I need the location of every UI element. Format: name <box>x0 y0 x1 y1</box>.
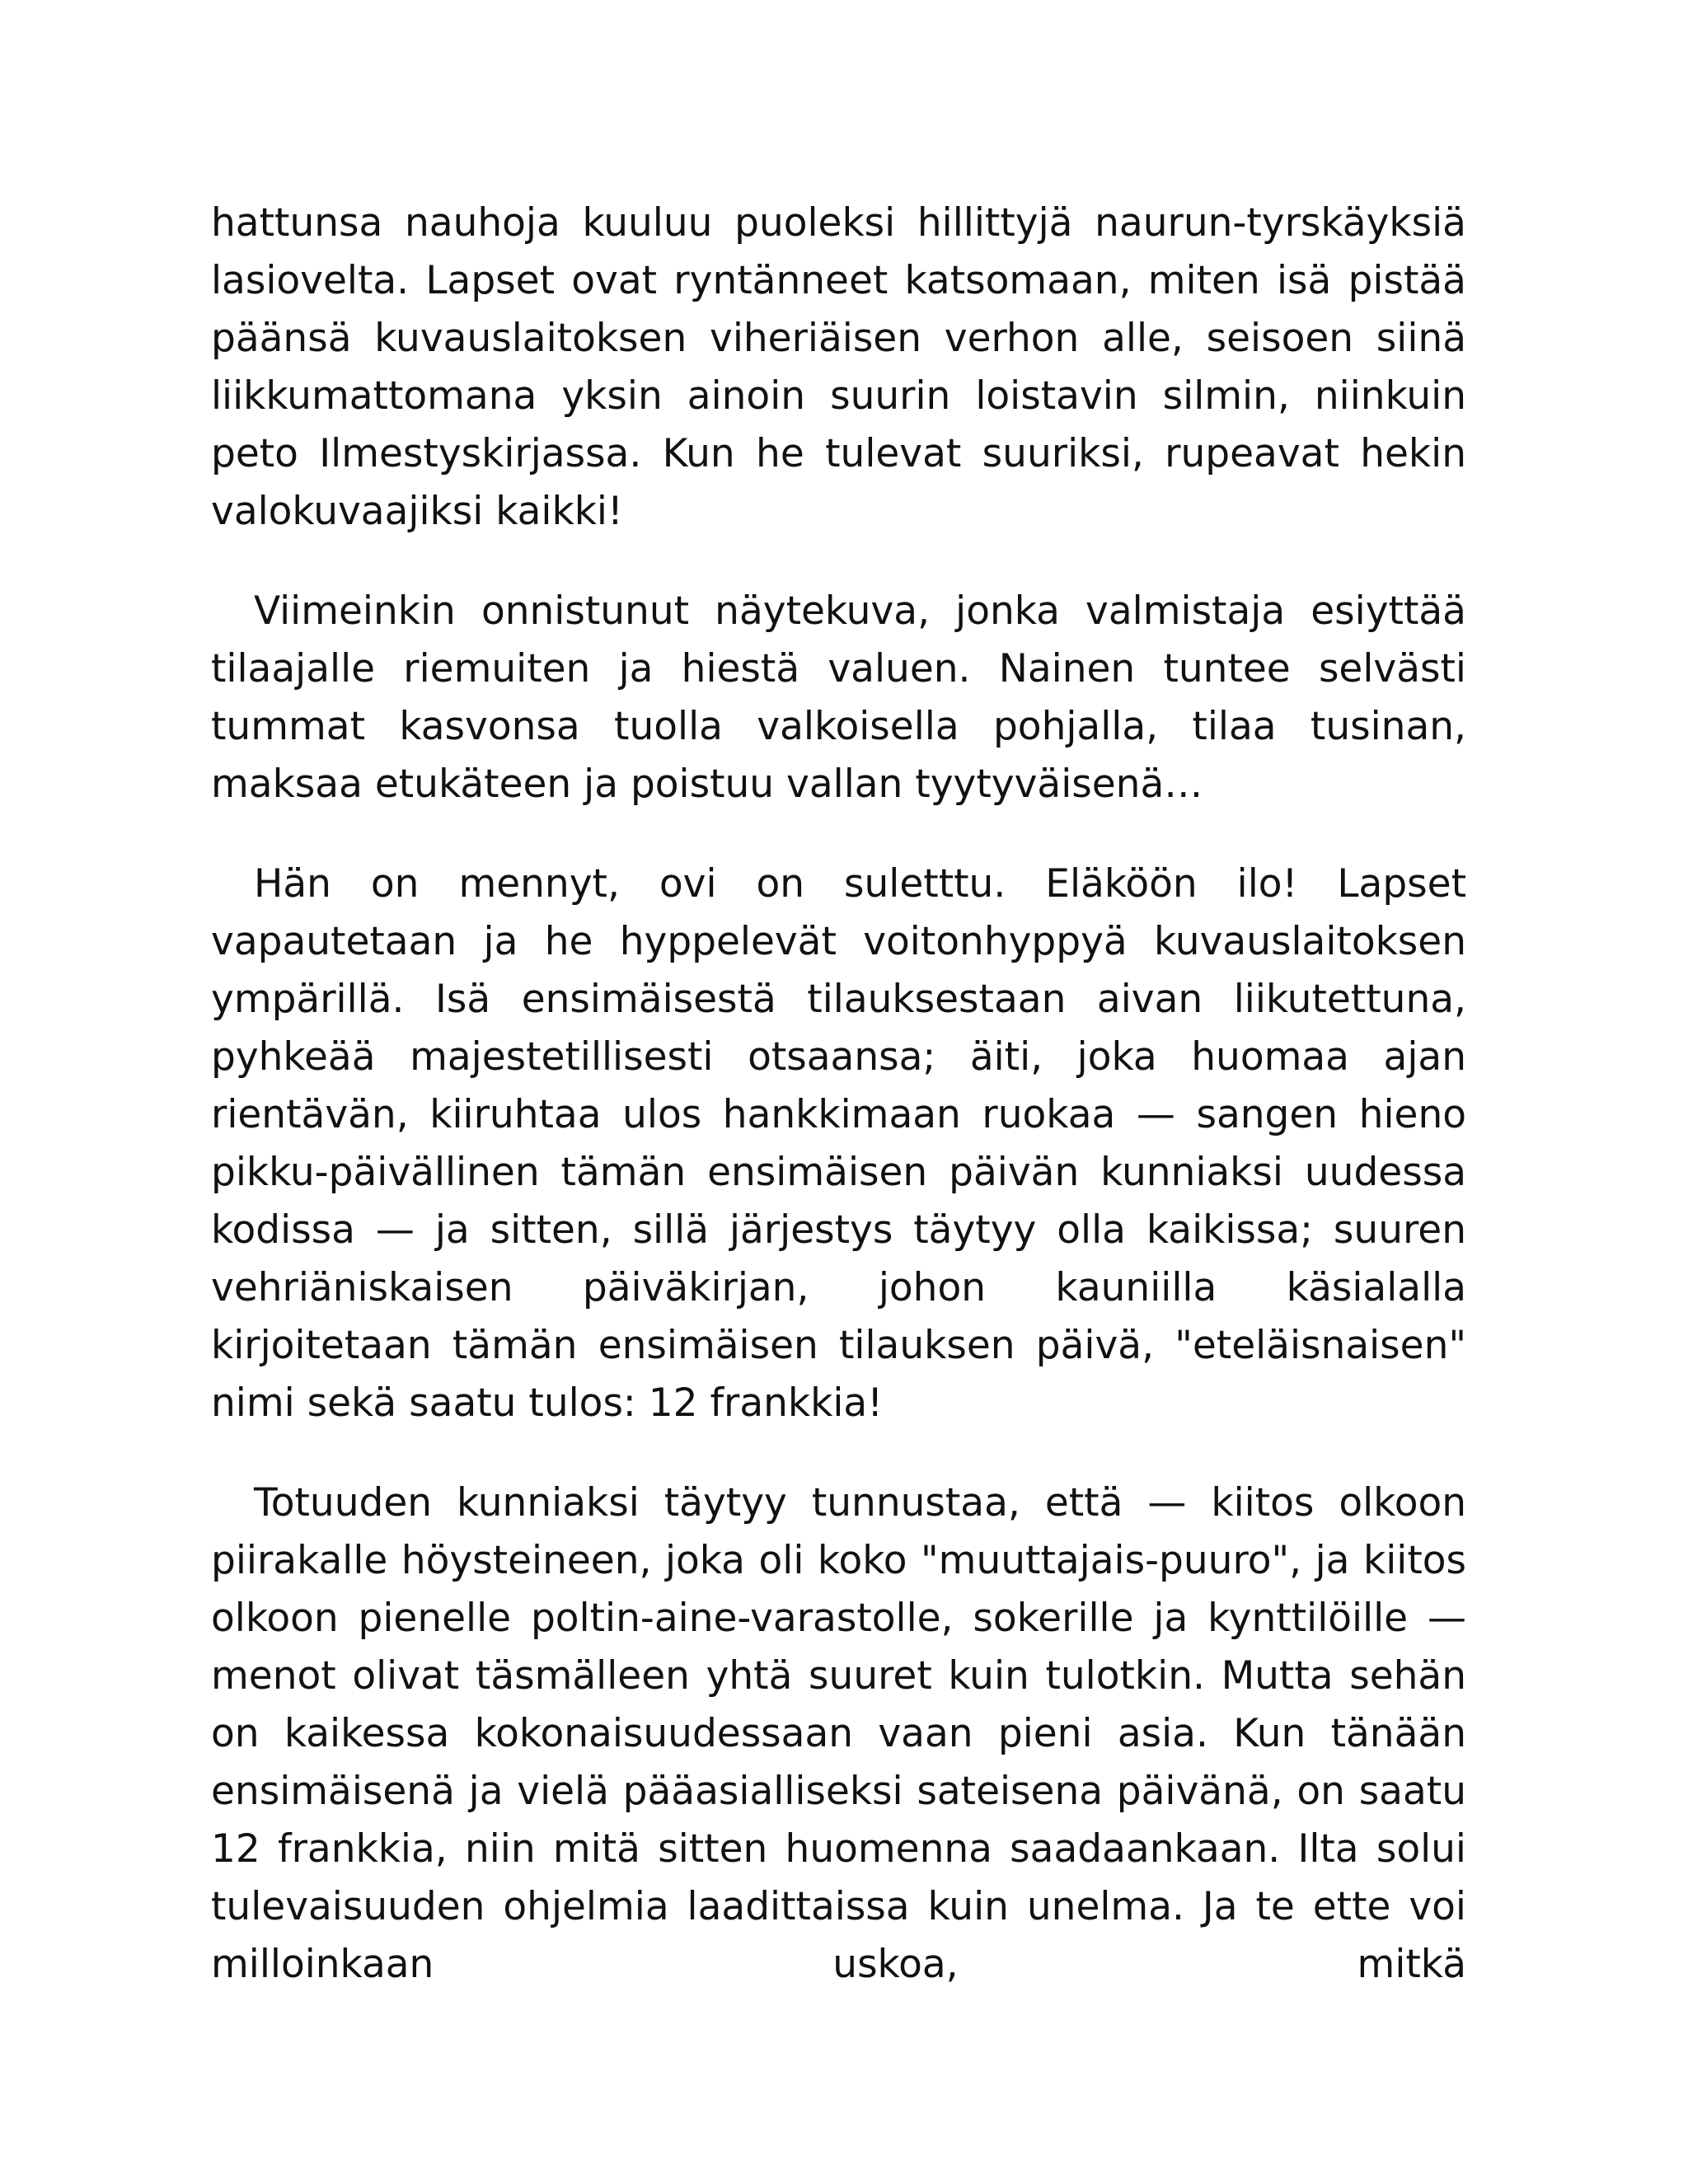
document-page <box>211 194 1466 2036</box>
paragraph-2: Viimeinkin onnistunut näytekuva, jonka valmistaja esiyttää tilaajalle riemuiten ja hiestä valuen. Nainen tuntee selvästi tummat kasvonsa tuolla valkoisella pohjalla, tilaa tusinan, maksaa etukäteen ja poistuu vallan tyytyväisenä… <box>211 588 1466 807</box>
paragraph-1: hattunsa nauhoja kuuluu puoleksi hillittyjä naurun-tyrskäyksiä lasiovelta. Lapset ovat ryntänneet katsomaan, miten isä pistää päänsä kuvauslaitoksen viheriäisen verhon alle, seisoen siinä liikkumattomana yksin ainoin suurin loistavin silmin, niinkuin peto Ilmestyskirjassa. Kun he tulevat suuriksi, rupeavat hekin valokuvaajiksi kaikki! <box>211 200 1466 534</box>
paragraph-3: Hän on mennyt, ovi on suletttu. Eläköön ilo! Lapset vapautetaan ja he hyppelevät voitonhyppyä kuvauslaitoksen ympärillä. Isä ensimäisestä tilauksestaan aivan liikutettuna, pyhkeää majestetillisesti otsaansa; äiti, joka huomaa ajan rientävän, kiiruhtaa ulos hankkimaan ruokaa — sangen hieno pikku-päivällinen tämän ensimäisen päivän kunniaksi uudessa kodissa — ja sitten, sillä järjestys täytyy olla kaikissa; suuren vehriäniskaisen päiväkirjan, johon kauniilla käsialalla kirjoitetaan tämän ensimäisen tilauksen päivä, "eteläisnaisen" nimi sekä saatu tulos: 12 frankkia! <box>211 861 1466 1426</box>
paragraph-4: Totuuden kunniaksi täytyy tunnustaa, että — kiitos olkoon piirakalle höysteineen, joka oli koko "muuttajais-puuro", ja kiitos olkoon pienelle poltin-aine-varastolle, sokerille ja kynttilöille — menot olivat täsmälleen yhtä suuret kuin tulotkin. Mutta sehän on kaikessa kokonaisuudessaan vaan pieni asia. Kun tänään ensimäisenä ja vielä pääasialliseksi sateisena päivänä, on saatu 12 frankkia, niin mitä sitten huomenna saadaankaan. Ilta solui tulevaisuuden ohjelmia laadittaissa kuin unelma. Ja te ette voi milloinkaan uskoa, mitkä <box>211 1480 1466 1987</box>
